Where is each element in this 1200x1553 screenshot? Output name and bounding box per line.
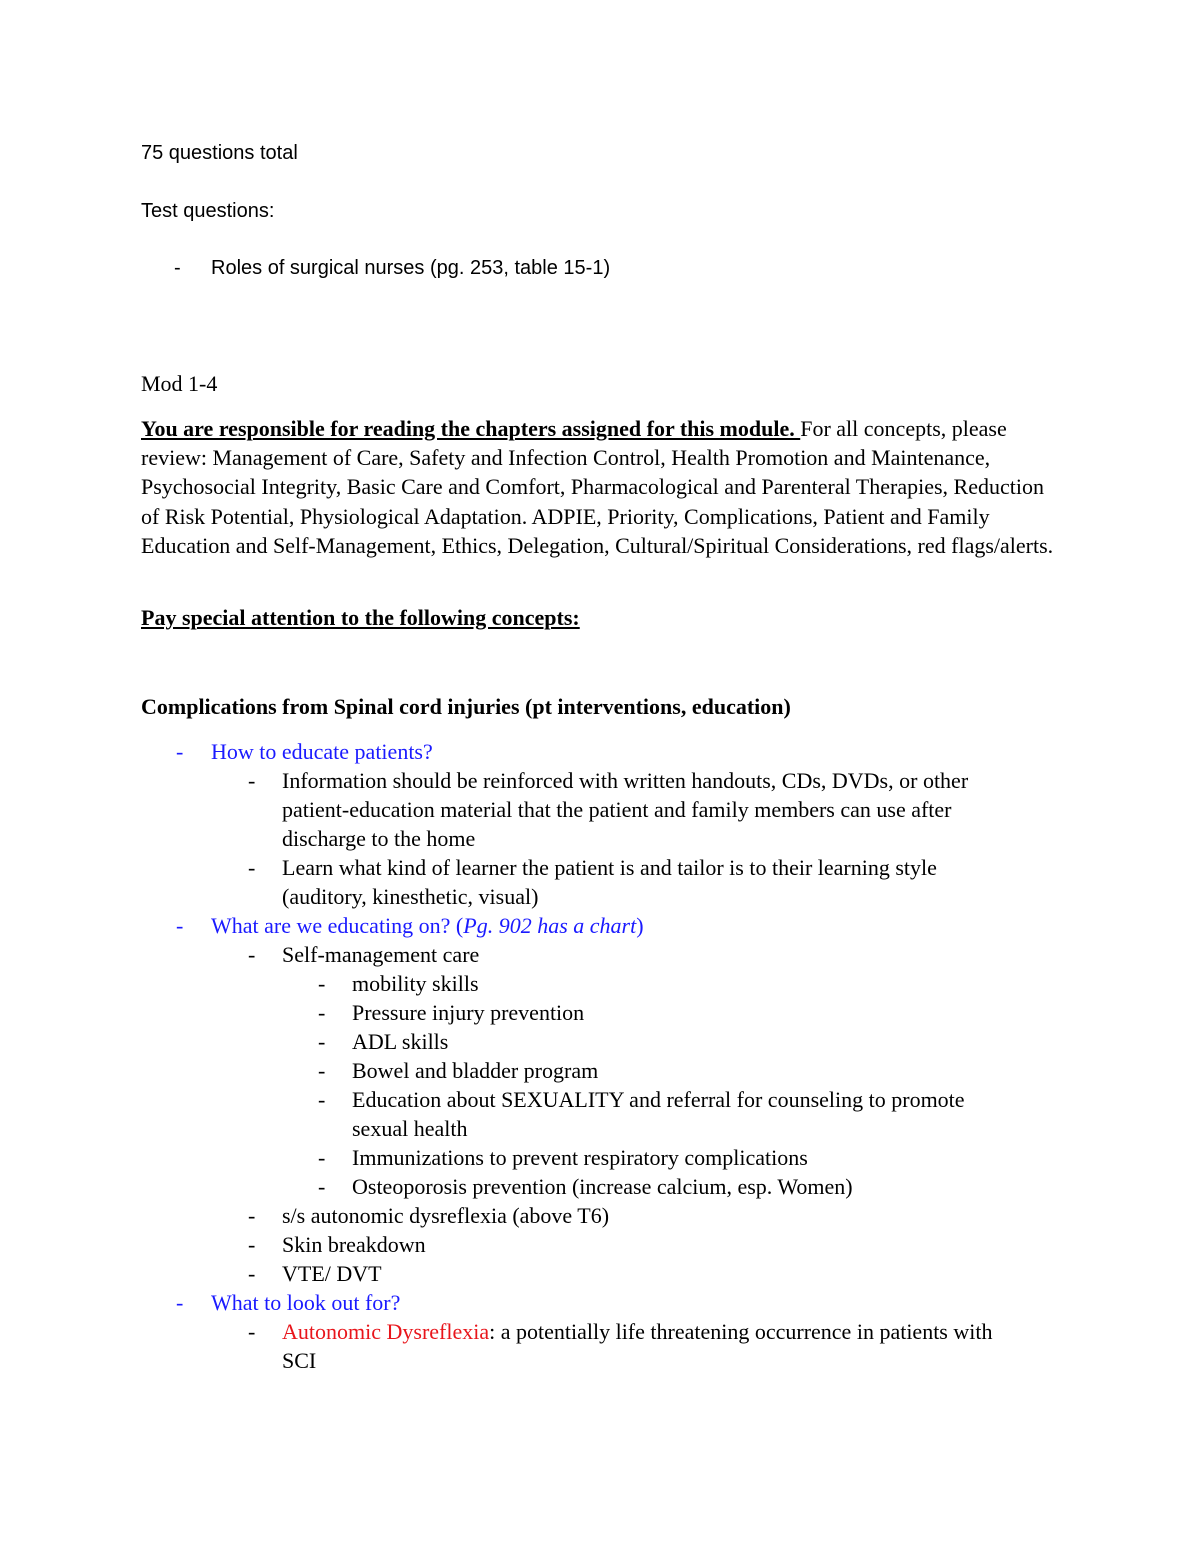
list-dash: - bbox=[318, 971, 326, 996]
list-item: Pressure injury prevention bbox=[352, 1000, 585, 1025]
list-dash: - bbox=[248, 942, 256, 967]
responsibility-paragraph bbox=[141, 414, 1061, 560]
list-item: Osteoporosis prevention (increase calcium, esp. Women) bbox=[352, 1174, 853, 1199]
list-item: Immunizations to prevent respiratory complications bbox=[352, 1145, 808, 1170]
list-item: SCI bbox=[282, 1348, 317, 1373]
list-dash: - bbox=[248, 1232, 256, 1257]
section-heading: Complications from Spinal cord injuries (pt interventions, education) bbox=[141, 694, 791, 719]
test-item-roles: Roles of surgical nurses (pg. 253, table 15-1) bbox=[211, 257, 611, 279]
list-dash: - bbox=[248, 1319, 256, 1344]
list-dash: - bbox=[248, 855, 256, 880]
list-dash: - bbox=[174, 257, 181, 279]
list-dash: - bbox=[176, 913, 184, 938]
test-questions-label: Test questions: bbox=[141, 200, 275, 222]
list-dash: - bbox=[176, 1290, 184, 1315]
list-dash: - bbox=[318, 1029, 326, 1054]
question-educate-patients: How to educate patients? bbox=[211, 739, 433, 764]
list-dash: - bbox=[318, 1087, 326, 1112]
list-item: Education about SEXUALITY and referral for counseling to promote bbox=[352, 1087, 965, 1112]
special-attention-heading: Pay special attention to the following concepts: bbox=[141, 605, 580, 630]
list-item: Skin breakdown bbox=[282, 1232, 426, 1257]
list-item: s/s autonomic dysreflexia (above T6) bbox=[282, 1203, 610, 1228]
list-item: VTE/ DVT bbox=[282, 1261, 382, 1286]
responsibility-lead: You are responsible for reading the chapters assigned for this module. bbox=[141, 416, 801, 441]
alert-term: Autonomic Dysreflexia bbox=[282, 1319, 490, 1344]
module-title: Mod 1-4 bbox=[141, 371, 218, 396]
list-item: mobility skills bbox=[352, 971, 479, 996]
question-look-out-for: What to look out for? bbox=[211, 1290, 401, 1315]
list-item: sexual health bbox=[352, 1116, 468, 1141]
total-questions: 75 questions total bbox=[141, 142, 298, 164]
list-dash: - bbox=[248, 1203, 256, 1228]
list-item: ADL skills bbox=[352, 1029, 449, 1054]
page-reference: Pg. 902 has a chart bbox=[463, 913, 637, 938]
question-text: What are we educating on? ( bbox=[211, 913, 464, 938]
list-dash: - bbox=[318, 1145, 326, 1170]
list-item: Information should be reinforced with written handouts, CDs, DVDs, or other bbox=[282, 768, 969, 793]
alert-definition: : a potentially life threatening occurrence in patients with bbox=[489, 1319, 993, 1344]
list-dash: - bbox=[318, 1174, 326, 1199]
list-dash: - bbox=[248, 768, 256, 793]
list-dash: - bbox=[248, 1261, 256, 1286]
list-item: discharge to the home bbox=[282, 826, 476, 851]
list-dash: - bbox=[318, 1058, 326, 1083]
question-close: ) bbox=[636, 913, 644, 938]
list-dash: - bbox=[176, 739, 184, 764]
list-item: Learn what kind of learner the patient is and tailor is to their learning style bbox=[282, 855, 937, 880]
responsibility-text: For all concepts, please review: Management of Care, Safety and Infection Control, Health Promotion and Maintenance, Psychosocial Integrity, Basic Care and Comfort, Pharmacological and Parenteral Therapies, Reduction of Risk Potential, Physiological Adaptation. ADPIE, Priority, Complications, Patient and Family Education and Self-Management, Ethics, Delegation, Cultural/Spiritual Considerations, red flags/alerts. bbox=[141, 416, 1054, 558]
list-item: (auditory, kinesthetic, visual) bbox=[282, 884, 539, 909]
list-item: Bowel and bladder program bbox=[352, 1058, 599, 1083]
self-management-item: Self-management care bbox=[282, 942, 480, 967]
list-dash: - bbox=[318, 1000, 326, 1025]
autonomic-dysreflexia-item bbox=[282, 1319, 992, 1345]
list-item: patient-education material that the patient and family members can use after bbox=[282, 797, 952, 822]
question-educating-on bbox=[211, 913, 644, 939]
